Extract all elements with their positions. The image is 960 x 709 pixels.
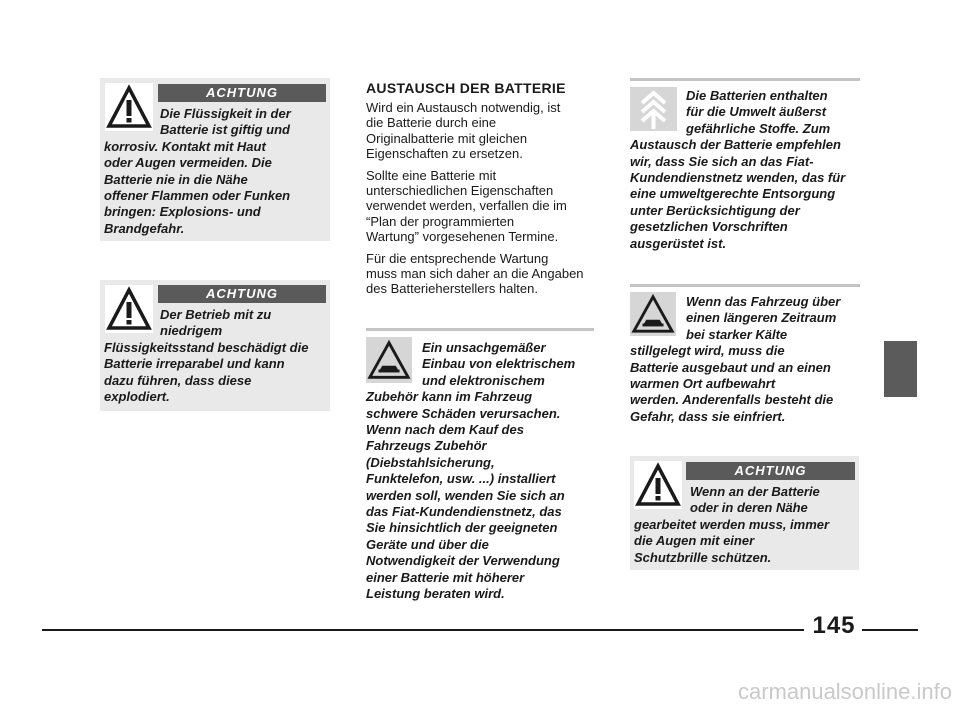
warning-line: niedrigem	[160, 323, 223, 339]
achtung-label: ACHTUNG	[158, 84, 326, 102]
warning-line: die Augen mit einer	[634, 533, 755, 549]
warning-line: gearbeitet werden muss, immer	[634, 516, 830, 532]
paragraph-line: Originalbatterie mit gleichen	[366, 130, 528, 146]
note-line: Gefahr, dass sie einfriert.	[630, 408, 786, 424]
note-text	[630, 88, 862, 252]
main-paragraph	[366, 168, 601, 245]
warning-box-3	[630, 456, 859, 570]
note-line: Leistung beraten wird.	[366, 586, 505, 602]
note-line: warmen Ort aufbewahrt	[630, 376, 776, 392]
note-line: Ein unsachgemäßer	[422, 340, 546, 355]
warning-line: Der Betrieb mit zu	[160, 307, 272, 322]
note-line: gefährliche Stoffe. Zum	[686, 120, 831, 136]
warning-line: offener Flammen oder Funken	[104, 188, 291, 204]
note-divider	[630, 78, 860, 81]
note-line: Notwendigkeit der Verwendung	[366, 553, 560, 569]
note-line: Austausch der Batterie empfehlen	[630, 137, 841, 153]
warning-text	[104, 307, 328, 405]
warning-text	[104, 106, 328, 237]
paragraph-line: Wird ein Austausch notwendig, ist	[366, 100, 561, 115]
footer-rule-right	[862, 629, 918, 631]
achtung-label: ACHTUNG	[686, 462, 855, 480]
paragraph-line: des Batterieherstellers halten.	[366, 281, 538, 297]
note-line: für die Umwelt äußerst	[686, 104, 827, 120]
paragraph-line: “Plan der programmierten	[366, 213, 515, 229]
note-line: Wenn nach dem Kauf des	[366, 422, 524, 438]
warning-line: explodiert.	[104, 389, 170, 405]
note-line: werden soll, wenden Sie sich an	[366, 487, 565, 503]
warning-text	[634, 484, 858, 566]
note-line: Geräte und über die	[366, 536, 489, 552]
note-line: Zubehör kann im Fahrzeug	[366, 389, 533, 405]
paragraph-line: Für die entsprechende Wartung	[366, 250, 549, 266]
warning-box-1	[100, 78, 330, 241]
warning-box-2	[100, 280, 330, 411]
watermark: carmanualsonline.info	[737, 679, 952, 704]
warning-line: bringen: Explosions- und	[104, 204, 261, 220]
note-line: schwere Schäden verursachen.	[366, 405, 561, 421]
page-number: 145	[812, 612, 856, 639]
note-line: eine umweltgerechte Entsorgung	[630, 186, 836, 202]
warning-line: Wenn an der Batterie	[690, 484, 820, 499]
note-line: und elektronischem	[422, 372, 545, 388]
achtung-label: ACHTUNG	[158, 285, 326, 303]
warning-line: Brandgefahr.	[104, 220, 185, 236]
paragraph-line: unterschiedlichen Eigenschaften	[366, 183, 554, 199]
chapter-tab	[884, 341, 917, 397]
warning-line: korrosiv. Kontakt mit Haut	[104, 138, 266, 154]
note-line: Funktelefon, usw. ...) installiert	[366, 471, 556, 487]
main-paragraph	[366, 251, 601, 297]
paragraph-line: die Batterie durch eine	[366, 115, 497, 131]
note-divider	[366, 328, 594, 331]
paragraph-line: muss man sich daher an die Angaben	[366, 266, 584, 282]
note-line: unter Berücksichtigung der	[630, 202, 800, 218]
note-line: (Diebstahlsicherung,	[366, 454, 495, 470]
note-line: das Fiat-Kundendienstnetz, das	[366, 504, 562, 520]
note-divider	[630, 284, 860, 287]
paragraph-line: Eigenschaften zu ersetzen.	[366, 146, 523, 162]
footer-rule-left	[42, 629, 804, 631]
main-paragraph	[366, 100, 601, 162]
note-line: einen längeren Zeitraum	[686, 310, 837, 326]
note-line: bei starker Kälte	[686, 326, 788, 342]
note-line: gesetzlichen Vorschriften	[630, 219, 788, 235]
warning-line: Batterie irreparabel und kann	[104, 356, 285, 372]
note-line: Fahrzeugs Zubehör	[366, 438, 487, 454]
note-line: stillgelegt wird, muss die	[630, 343, 785, 359]
note-line: ausgerüstet ist.	[630, 235, 727, 251]
note-line: Sie hinsichtlich der geeigneten	[366, 520, 558, 536]
note-text	[630, 294, 862, 425]
note-line: Einbau von elektrischem	[422, 356, 576, 372]
paragraph-line: Wartung” vorgesehenen Termine.	[366, 229, 559, 245]
section-title: AUSTAUSCH DER BATTERIE	[366, 80, 566, 96]
note-text	[366, 340, 598, 603]
paragraph-line: Sollte eine Batterie mit	[366, 167, 497, 183]
warning-line: Batterie ist giftig und	[160, 122, 290, 138]
warning-line: Schutzbrille schützen.	[634, 549, 772, 565]
paragraph-line: verwendet werden, verfallen die im	[366, 198, 567, 214]
warning-line: oder Augen vermeiden. Die	[104, 155, 272, 171]
warning-line: oder in deren Nähe	[690, 500, 808, 516]
note-line: Kundendienstnetz wenden, das für	[630, 170, 846, 186]
warning-line: dazu führen, dass diese	[104, 372, 252, 388]
note-line: wir, dass Sie sich an das Fiat-	[630, 153, 814, 169]
warning-line: Batterie nie in die Nähe	[104, 171, 248, 187]
main-section	[366, 80, 601, 303]
warning-line: Flüssigkeitsstand beschädigt die	[104, 339, 309, 355]
warning-line: Die Flüssigkeit in der	[160, 106, 291, 121]
note-line: Wenn das Fahrzeug über	[686, 294, 841, 309]
note-line: einer Batterie mit höherer	[366, 569, 525, 585]
note-line: Die Batterien enthalten	[686, 88, 828, 103]
note-line: werden. Anderenfalls besteht die	[630, 392, 834, 408]
note-line: Batterie ausgebaut und an einen	[630, 359, 831, 375]
